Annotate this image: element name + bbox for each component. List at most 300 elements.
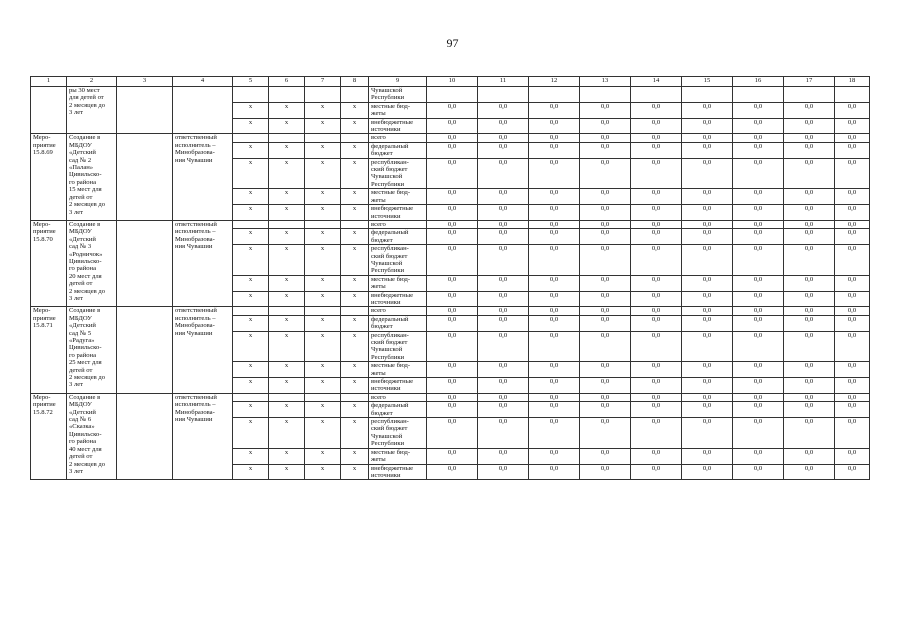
value-cell: 0,0 <box>529 229 580 245</box>
value-cell: 0,0 <box>427 142 478 158</box>
description-line: Создание в <box>69 393 101 401</box>
column-header: 2 <box>67 77 117 87</box>
value-cell: 0,0 <box>529 158 580 189</box>
funding-source-cell <box>369 464 427 480</box>
value-cell: 0,0 <box>529 402 580 418</box>
value-cell: 0,0 <box>733 189 784 205</box>
funding-source-line: жеты <box>371 110 386 118</box>
description-line: 2 месяцев до <box>69 201 106 209</box>
mark-cell: x <box>233 229 269 245</box>
mark-cell: x <box>269 229 305 245</box>
value-cell <box>427 87 478 103</box>
value-cell: 0,0 <box>580 245 631 276</box>
value-cell: 0,0 <box>427 102 478 118</box>
funding-source-line: Республики <box>371 353 405 361</box>
value-cell: 0,0 <box>784 158 835 189</box>
value-cell: 0,0 <box>835 307 870 315</box>
value-cell: 0,0 <box>631 205 682 221</box>
value-cell: 0,0 <box>580 362 631 378</box>
mark-cell <box>341 393 369 401</box>
value-cell: 0,0 <box>682 362 733 378</box>
value-cell: 0,0 <box>682 315 733 331</box>
funding-source-line: Республики <box>371 440 405 448</box>
value-cell: 0,0 <box>631 362 682 378</box>
budget-table <box>30 76 870 480</box>
mark-cell: x <box>305 378 341 394</box>
funding-source-line: Республики <box>371 180 405 188</box>
value-cell: 0,0 <box>478 331 529 362</box>
column-header: 3 <box>117 77 173 87</box>
description-line: 3 лет <box>69 208 84 216</box>
funding-source-line: местные бюд- <box>371 189 411 197</box>
mark-cell <box>305 307 341 315</box>
value-cell: 0,0 <box>580 229 631 245</box>
mark-cell: x <box>341 315 369 331</box>
value-cell: 0,0 <box>580 220 631 228</box>
value-cell: 0,0 <box>529 118 580 134</box>
value-cell: 0,0 <box>835 315 870 331</box>
mark-cell: x <box>341 464 369 480</box>
value-cell: 0,0 <box>733 102 784 118</box>
value-cell: 0,0 <box>529 331 580 362</box>
value-cell <box>631 87 682 103</box>
value-cell: 0,0 <box>733 245 784 276</box>
mark-cell: x <box>233 315 269 331</box>
description-line: детей от <box>69 193 93 201</box>
funding-source-line: всего <box>371 393 386 401</box>
value-cell: 0,0 <box>784 362 835 378</box>
description-line: Цивильско- <box>69 257 102 265</box>
column-header: 12 <box>529 77 580 87</box>
value-cell: 0,0 <box>478 362 529 378</box>
value-cell: 0,0 <box>580 158 631 189</box>
funding-source-cell <box>369 393 427 401</box>
responsible-line: ния Чувашии <box>175 156 213 164</box>
mark-cell: x <box>305 245 341 276</box>
responsible-line: ответственный <box>175 307 217 315</box>
description-line: МБДОУ <box>69 401 92 409</box>
funding-source-line: федеральный <box>371 402 409 410</box>
value-cell: 0,0 <box>682 448 733 464</box>
column-header: 16 <box>733 77 784 87</box>
funding-source-line: федеральный <box>371 315 409 323</box>
value-cell: 0,0 <box>835 245 870 276</box>
funding-source-line: внебюджетные <box>371 464 414 472</box>
funding-source-line: бюджет <box>371 150 393 158</box>
funding-source-line: Чувашской <box>371 346 403 354</box>
mark-cell: x <box>305 418 341 449</box>
value-cell: 0,0 <box>580 418 631 449</box>
mark-cell <box>233 307 269 315</box>
funding-source-line: местные бюд- <box>371 362 411 370</box>
value-cell: 0,0 <box>733 393 784 401</box>
value-cell: 0,0 <box>784 275 835 291</box>
value-cell: 0,0 <box>580 378 631 394</box>
measure-id-cell <box>31 393 67 479</box>
value-cell: 0,0 <box>631 220 682 228</box>
value-cell: 0,0 <box>427 315 478 331</box>
description-line: «Палан» <box>69 164 94 172</box>
value-cell: 0,0 <box>784 205 835 221</box>
mark-cell <box>269 87 305 103</box>
value-cell: 0,0 <box>835 362 870 378</box>
mark-cell <box>269 134 305 142</box>
value-cell: 0,0 <box>580 448 631 464</box>
value-cell: 0,0 <box>478 402 529 418</box>
mark-cell: x <box>233 362 269 378</box>
mark-cell: x <box>269 291 305 307</box>
mark-cell: x <box>269 158 305 189</box>
mark-cell: x <box>341 245 369 276</box>
funding-source-line: всего <box>371 307 386 315</box>
value-cell: 0,0 <box>682 331 733 362</box>
responsible-line: Минобразова- <box>175 322 215 330</box>
value-cell: 0,0 <box>427 189 478 205</box>
funding-source-cell <box>369 378 427 394</box>
value-cell: 0,0 <box>529 220 580 228</box>
value-cell: 0,0 <box>733 378 784 394</box>
mark-cell: x <box>305 205 341 221</box>
value-cell: 0,0 <box>580 307 631 315</box>
measure-description-cell <box>67 220 117 306</box>
mark-cell: x <box>305 118 341 134</box>
mark-cell <box>305 134 341 142</box>
value-cell: 0,0 <box>682 464 733 480</box>
mark-cell: x <box>233 189 269 205</box>
funding-source-line: всего <box>371 220 386 228</box>
responsible-line: исполнитель – <box>175 228 216 236</box>
value-cell: 0,0 <box>580 464 631 480</box>
description-line: МБДОУ <box>69 314 92 322</box>
value-cell: 0,0 <box>427 331 478 362</box>
description-line: 2 месяцев до <box>69 101 106 109</box>
mark-cell: x <box>341 102 369 118</box>
value-cell: 0,0 <box>631 158 682 189</box>
value-cell: 0,0 <box>478 291 529 307</box>
mark-cell: x <box>341 291 369 307</box>
value-cell: 0,0 <box>427 134 478 142</box>
funding-source-line: ский бюджет <box>371 425 408 433</box>
value-cell: 0,0 <box>784 291 835 307</box>
funding-source-line: республикан- <box>371 245 409 253</box>
value-cell: 0,0 <box>427 307 478 315</box>
column-header: 17 <box>784 77 835 87</box>
mark-cell <box>341 307 369 315</box>
description-line: детей от <box>69 280 93 288</box>
value-cell: 0,0 <box>478 245 529 276</box>
funding-source-line: внебюджетные <box>371 118 414 126</box>
mark-cell: x <box>341 448 369 464</box>
funding-source-cell <box>369 402 427 418</box>
funding-source-line: республикан- <box>371 331 409 339</box>
measure-description-cell <box>67 87 117 134</box>
mark-cell: x <box>233 378 269 394</box>
value-cell: 0,0 <box>733 275 784 291</box>
value-cell: 0,0 <box>478 118 529 134</box>
value-cell: 0,0 <box>427 158 478 189</box>
value-cell: 0,0 <box>478 220 529 228</box>
responsible-line: ответственный <box>175 134 217 142</box>
value-cell: 0,0 <box>478 102 529 118</box>
value-cell: 0,0 <box>529 134 580 142</box>
mark-cell: x <box>269 118 305 134</box>
value-cell: 0,0 <box>529 102 580 118</box>
value-cell: 0,0 <box>682 189 733 205</box>
responsible-line: ния Чувашии <box>175 329 213 337</box>
value-cell: 0,0 <box>733 464 784 480</box>
mark-cell: x <box>305 464 341 480</box>
value-cell: 0,0 <box>631 134 682 142</box>
funding-source-line: федеральный <box>371 142 409 150</box>
value-cell: 0,0 <box>733 205 784 221</box>
mark-cell: x <box>233 102 269 118</box>
value-cell: 0,0 <box>529 448 580 464</box>
mark-cell: x <box>233 245 269 276</box>
mark-cell: x <box>233 464 269 480</box>
value-cell: 0,0 <box>580 331 631 362</box>
value-cell: 0,0 <box>733 118 784 134</box>
description-line: детей от <box>69 366 93 374</box>
column-header: 10 <box>427 77 478 87</box>
value-cell: 0,0 <box>529 245 580 276</box>
value-cell: 0,0 <box>580 275 631 291</box>
description-line: Цивильско- <box>69 344 102 352</box>
mark-cell: x <box>341 378 369 394</box>
description-line: 40 мест для <box>69 445 102 453</box>
value-cell <box>784 87 835 103</box>
value-cell: 0,0 <box>835 464 870 480</box>
value-cell: 0,0 <box>478 393 529 401</box>
value-cell: 0,0 <box>784 448 835 464</box>
mark-cell: x <box>233 158 269 189</box>
value-cell: 0,0 <box>733 362 784 378</box>
value-cell: 0,0 <box>478 229 529 245</box>
value-cell: 0,0 <box>682 118 733 134</box>
mark-cell: x <box>305 448 341 464</box>
value-cell: 0,0 <box>733 402 784 418</box>
mark-cell <box>305 87 341 103</box>
value-cell: 0,0 <box>529 142 580 158</box>
value-cell: 0,0 <box>529 315 580 331</box>
funding-source-line: местные бюд- <box>371 448 411 456</box>
funding-source-cell <box>369 448 427 464</box>
value-cell: 0,0 <box>682 158 733 189</box>
funding-source-line: ский бюджет <box>371 339 408 346</box>
value-cell: 0,0 <box>631 118 682 134</box>
description-line: МБДОУ <box>69 228 92 236</box>
value-cell: 0,0 <box>733 418 784 449</box>
value-cell: 0,0 <box>580 102 631 118</box>
column-header: 4 <box>173 77 233 87</box>
measure-id-line: 15.8.72 <box>33 408 53 416</box>
measure-description-cell <box>67 134 117 220</box>
value-cell: 0,0 <box>835 229 870 245</box>
value-cell: 0,0 <box>784 118 835 134</box>
responsible-line: ответственный <box>175 393 217 401</box>
value-cell: 0,0 <box>784 418 835 449</box>
mark-cell: x <box>269 142 305 158</box>
value-cell: 0,0 <box>631 307 682 315</box>
funding-source-cell <box>369 315 427 331</box>
description-line: ры 30 мест <box>69 87 100 94</box>
empty-cell <box>117 220 173 306</box>
description-line: Цивильско- <box>69 430 102 438</box>
column-header: 7 <box>305 77 341 87</box>
value-cell: 0,0 <box>580 134 631 142</box>
value-cell: 0,0 <box>835 189 870 205</box>
description-line: «Радуга» <box>69 337 95 344</box>
value-cell: 0,0 <box>784 245 835 276</box>
description-line: 3 лет <box>69 294 84 302</box>
mark-cell: x <box>341 229 369 245</box>
funding-source-line: внебюджетные <box>371 378 414 386</box>
value-cell: 0,0 <box>784 229 835 245</box>
description-line: 15 мест для <box>69 186 102 194</box>
funding-source-line: Чувашской <box>371 87 403 94</box>
funding-source-line: Чувашской <box>371 259 403 267</box>
mark-cell: x <box>233 205 269 221</box>
value-cell: 0,0 <box>835 448 870 464</box>
column-header: 14 <box>631 77 682 87</box>
value-cell: 0,0 <box>682 134 733 142</box>
table-row <box>31 134 870 142</box>
value-cell: 0,0 <box>529 393 580 401</box>
value-cell: 0,0 <box>631 102 682 118</box>
funding-source-line: жеты <box>371 456 386 464</box>
funding-source-cell <box>369 275 427 291</box>
funding-source-line: ский бюджет <box>371 252 408 260</box>
funding-source-line: источники <box>371 212 401 220</box>
description-line: 2 месяцев до <box>69 374 106 382</box>
empty-cell <box>117 87 173 134</box>
table-row <box>31 220 870 228</box>
funding-source-line: внебюджетные <box>371 205 414 213</box>
funding-source-cell <box>369 291 427 307</box>
mark-cell: x <box>341 362 369 378</box>
value-cell: 0,0 <box>427 464 478 480</box>
value-cell <box>733 87 784 103</box>
empty-cell <box>117 134 173 220</box>
responsible-line: ния Чувашии <box>175 416 213 424</box>
description-line: «Сказка» <box>69 423 95 431</box>
value-cell: 0,0 <box>835 275 870 291</box>
mark-cell: x <box>305 331 341 362</box>
mark-cell: x <box>305 142 341 158</box>
value-cell: 0,0 <box>478 158 529 189</box>
value-cell: 0,0 <box>631 448 682 464</box>
table-row <box>31 307 870 315</box>
value-cell: 0,0 <box>784 402 835 418</box>
mark-cell: x <box>269 315 305 331</box>
header-row <box>31 77 870 87</box>
funding-source-line: внебюджетные <box>371 291 414 299</box>
value-cell: 0,0 <box>529 307 580 315</box>
funding-source-line: федеральный <box>371 229 409 237</box>
funding-source-line: жеты <box>371 283 386 291</box>
funding-source-cell <box>369 205 427 221</box>
mark-cell: x <box>341 118 369 134</box>
value-cell: 0,0 <box>529 189 580 205</box>
value-cell: 0,0 <box>529 275 580 291</box>
value-cell: 0,0 <box>784 102 835 118</box>
measure-id-line: приятие <box>33 141 56 149</box>
funding-source-cell <box>369 307 427 315</box>
value-cell: 0,0 <box>835 158 870 189</box>
value-cell <box>835 87 870 103</box>
mark-cell: x <box>341 142 369 158</box>
mark-cell <box>233 393 269 401</box>
mark-cell: x <box>269 378 305 394</box>
responsible-cell <box>173 307 233 393</box>
mark-cell: x <box>233 142 269 158</box>
value-cell: 0,0 <box>784 189 835 205</box>
responsible-cell <box>173 87 233 134</box>
value-cell: 0,0 <box>784 315 835 331</box>
value-cell: 0,0 <box>733 142 784 158</box>
value-cell: 0,0 <box>631 275 682 291</box>
description-line: «Родничок» <box>69 250 103 258</box>
responsible-line: ния Чувашии <box>175 243 213 251</box>
mark-cell: x <box>269 205 305 221</box>
value-cell: 0,0 <box>529 362 580 378</box>
value-cell: 0,0 <box>835 393 870 401</box>
value-cell: 0,0 <box>631 418 682 449</box>
mark-cell <box>233 87 269 103</box>
column-header: 6 <box>269 77 305 87</box>
value-cell: 0,0 <box>733 448 784 464</box>
value-cell: 0,0 <box>682 418 733 449</box>
value-cell: 0,0 <box>784 331 835 362</box>
value-cell: 0,0 <box>631 464 682 480</box>
value-cell: 0,0 <box>478 448 529 464</box>
description-line: 2 месяцев до <box>69 287 106 295</box>
value-cell: 0,0 <box>580 189 631 205</box>
measure-id-cell <box>31 87 67 134</box>
value-cell: 0,0 <box>784 307 835 315</box>
funding-source-line: местные бюд- <box>371 275 411 283</box>
mark-cell <box>341 134 369 142</box>
mark-cell: x <box>233 418 269 449</box>
description-line: 3 лет <box>69 109 84 117</box>
funding-source-cell <box>369 102 427 118</box>
value-cell: 0,0 <box>733 307 784 315</box>
description-line: «Детский <box>69 322 96 330</box>
description-line: 25 мест для <box>69 359 102 367</box>
value-cell: 0,0 <box>580 291 631 307</box>
mark-cell: x <box>305 102 341 118</box>
value-cell: 0,0 <box>784 464 835 480</box>
measure-id-line: Меро- <box>33 307 51 315</box>
description-line: го района <box>69 438 96 446</box>
description-line: Цивильско- <box>69 171 102 179</box>
mark-cell <box>233 134 269 142</box>
mark-cell: x <box>269 189 305 205</box>
value-cell: 0,0 <box>784 142 835 158</box>
measure-id-cell <box>31 134 67 220</box>
funding-source-line: источники <box>371 471 401 479</box>
value-cell <box>682 87 733 103</box>
mark-cell: x <box>233 331 269 362</box>
value-cell: 0,0 <box>784 393 835 401</box>
description-line: Создание в <box>69 134 101 142</box>
mark-cell: x <box>305 362 341 378</box>
column-header: 5 <box>233 77 269 87</box>
value-cell: 0,0 <box>682 245 733 276</box>
value-cell: 0,0 <box>835 378 870 394</box>
description-line: «Детский <box>69 408 96 416</box>
value-cell: 0,0 <box>835 331 870 362</box>
value-cell: 0,0 <box>478 418 529 449</box>
